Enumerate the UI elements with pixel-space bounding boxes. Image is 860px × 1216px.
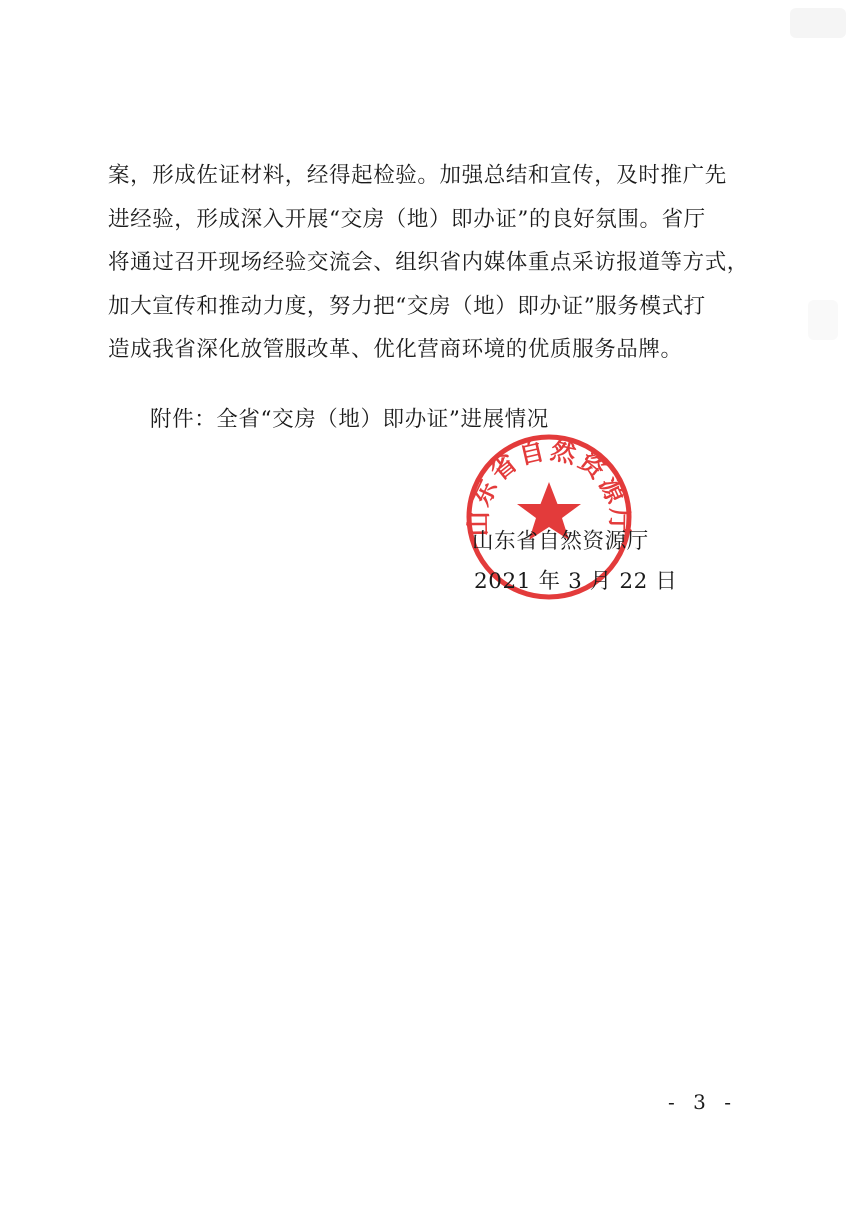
signature-organization: 山东省自然资源厅 (472, 529, 649, 554)
paragraph-line: 进经验，形成深入开展“交房（地）即办证”的良好氛围。省厅 (108, 206, 706, 232)
signature-block (472, 522, 677, 602)
scan-artifact (790, 8, 846, 38)
scan-artifact (808, 300, 838, 340)
page-number: - 3 - (668, 1090, 737, 1114)
svg-text:山东省自然资源厅: 山东省自然资源厅 (464, 435, 634, 537)
attachment-note: 附件：全省“交房（地）即办证”进展情况 (150, 407, 549, 432)
paragraph-line: 加大宣传和推动力度，努力把“交房（地）即办证”服务模式打 (108, 293, 706, 319)
paragraph-line: 造成我省深化放管服改革、优化营商环境的优质服务品牌。 (108, 337, 683, 362)
body-paragraph (108, 154, 768, 372)
paragraph-line: 将通过召开现场经验交流会、组织省内媒体重点采访报道等方式， (108, 250, 749, 275)
signature-date: 2021 年 3 月 22 日 (474, 569, 678, 594)
paragraph-line: 案，形成佐证材料，经得起检验。加强总结和宣传，及时推广先 (108, 163, 727, 188)
